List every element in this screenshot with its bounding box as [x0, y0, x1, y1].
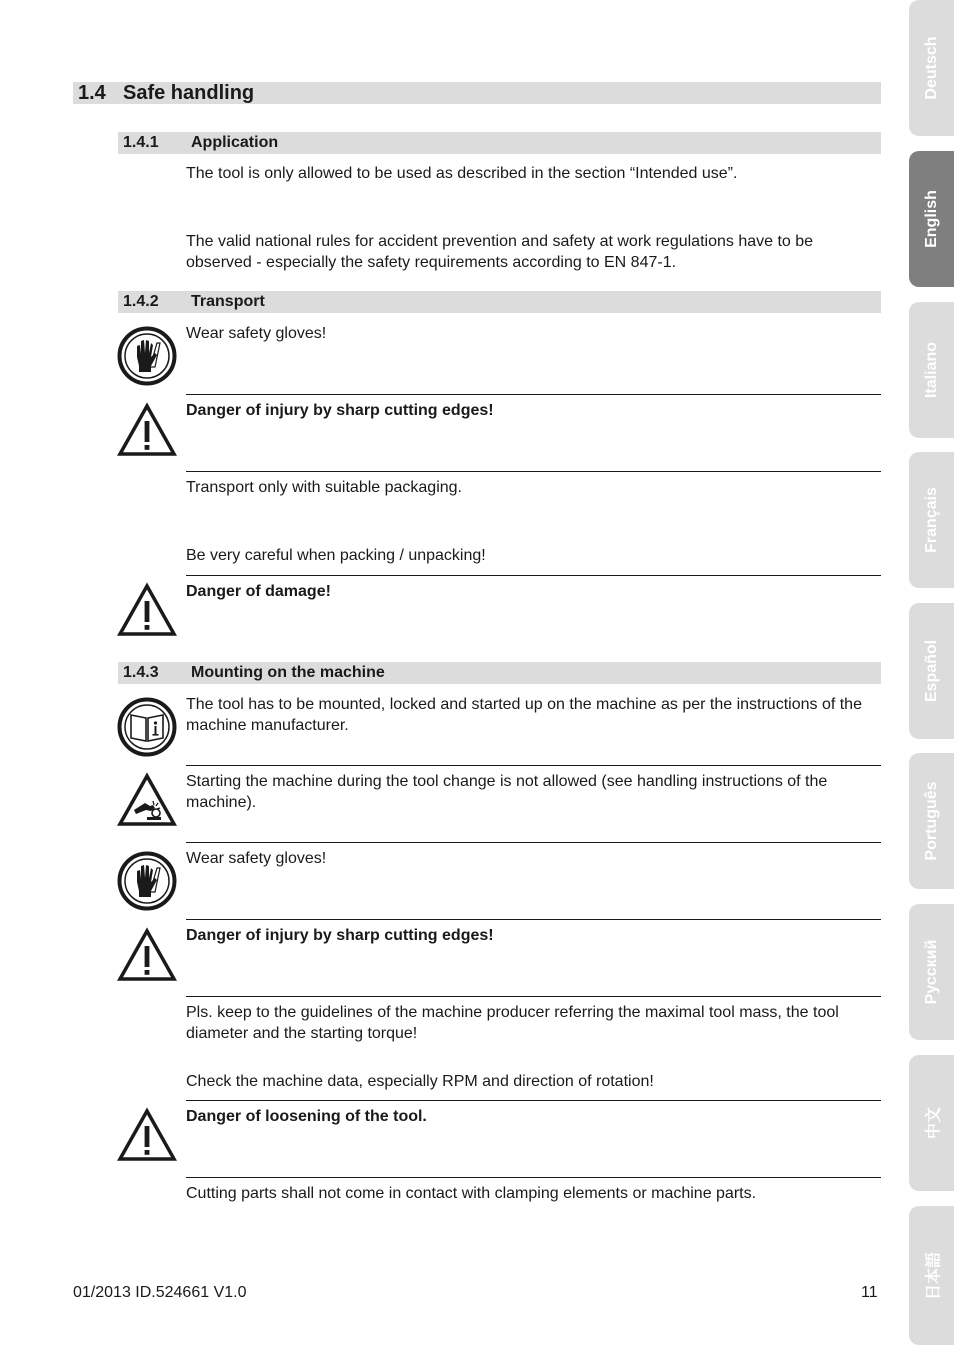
application-intended-use-text: The tool is only allowed to be used as described in the section “Intended use”. — [186, 165, 738, 182]
application-regulations-text: The valid national rules for accident prevention and safety at work regulations have to be observed - especially the safety requirements according to EN 847-1. — [186, 233, 814, 271]
subsection-title: Application — [191, 134, 279, 151]
divider — [186, 575, 881, 576]
warning-icon — [117, 927, 177, 987]
divider — [186, 1177, 881, 1178]
warning-icon — [117, 582, 177, 642]
subsection-number: 1.4.2 — [123, 293, 159, 310]
language-tab-francais[interactable] — [909, 452, 954, 588]
subsection-title: Mounting on the machine — [191, 664, 385, 681]
mounting-danger-loosening-text: Danger of loosening of the tool. — [186, 1108, 427, 1125]
manual-icon — [117, 697, 177, 757]
language-tab-label: Español — [922, 639, 940, 703]
transport-packaging-text: Transport only with suitable packaging. — [186, 479, 462, 496]
gloves-icon — [117, 851, 177, 911]
divider — [186, 394, 881, 395]
language-tab-portugues[interactable] — [909, 753, 954, 889]
subsection-heading-transport — [118, 291, 881, 313]
divider — [186, 471, 881, 472]
mounting-gloves-text: Wear safety gloves! — [186, 850, 327, 867]
transport-gloves-text: Wear safety gloves! — [186, 325, 327, 342]
language-tab-english[interactable] — [909, 151, 954, 287]
mounting-manual-text: The tool has to be mounted, locked and started up on the machine as per the instructions of the machine manufacturer. — [186, 696, 862, 734]
subsection-number: 1.4.3 — [123, 664, 159, 681]
section-title: Safe handling — [123, 82, 255, 104]
language-tab-label: Italiano — [922, 341, 940, 399]
language-tab-label: 中文 — [925, 1106, 942, 1140]
transport-danger-injury-text: Danger of injury by sharp cutting edges! — [186, 402, 494, 419]
subsection-heading-mounting — [118, 662, 881, 684]
divider — [186, 919, 881, 920]
language-tab-espanol[interactable] — [909, 603, 954, 739]
language-tab-label: Français — [922, 487, 940, 553]
mounting-guidelines-text: Pls. keep to the guidelines of the machine producer referring the maximal tool mass, the tool diameter and the starting torque! — [186, 1004, 839, 1042]
gloves-icon — [117, 326, 177, 386]
divider — [186, 765, 881, 766]
language-tab-label: 日本語 — [925, 1251, 942, 1300]
transport-danger-damage-text: Danger of damage! — [186, 583, 331, 600]
subsection-heading-application — [118, 132, 881, 154]
language-tab-label: English — [922, 190, 940, 248]
section-heading — [73, 82, 881, 104]
subsection-title: Transport — [191, 293, 265, 310]
divider — [186, 842, 881, 843]
mounting-cutting-parts-text: Cutting parts shall not come in contact with clamping elements or machine parts. — [186, 1185, 757, 1202]
mounting-danger-injury-text: Danger of injury by sharp cutting edges! — [186, 927, 494, 944]
language-tab-italiano[interactable] — [909, 302, 954, 438]
warning-icon — [117, 1107, 177, 1167]
footer-document-id: 01/2013 ID.524661 V1.0 — [73, 1284, 247, 1301]
divider — [186, 996, 881, 997]
language-tab-label: Deutsch — [922, 36, 940, 100]
language-tab-chinese[interactable] — [909, 1055, 954, 1191]
machine-start-warning-icon — [117, 772, 177, 832]
section-number: 1.4 — [78, 82, 106, 104]
language-tab-japanese[interactable] — [909, 1206, 954, 1345]
mounting-check-text: Check the machine data, especially RPM and direction of rotation! — [186, 1073, 654, 1090]
mounting-starting-text: Starting the machine during the tool change is not allowed (see handling instructions of the machine). — [186, 773, 828, 811]
transport-careful-text: Be very careful when packing / unpacking! — [186, 547, 486, 564]
language-tab-label: Português — [922, 781, 940, 861]
footer-page-number: 11 — [861, 1284, 878, 1301]
language-tab-deutsch[interactable] — [909, 0, 954, 136]
warning-icon — [117, 402, 177, 462]
divider — [186, 1100, 881, 1101]
language-tab-russian[interactable] — [909, 904, 954, 1040]
subsection-number: 1.4.1 — [123, 134, 159, 151]
language-tab-label: Русский — [922, 939, 940, 1005]
